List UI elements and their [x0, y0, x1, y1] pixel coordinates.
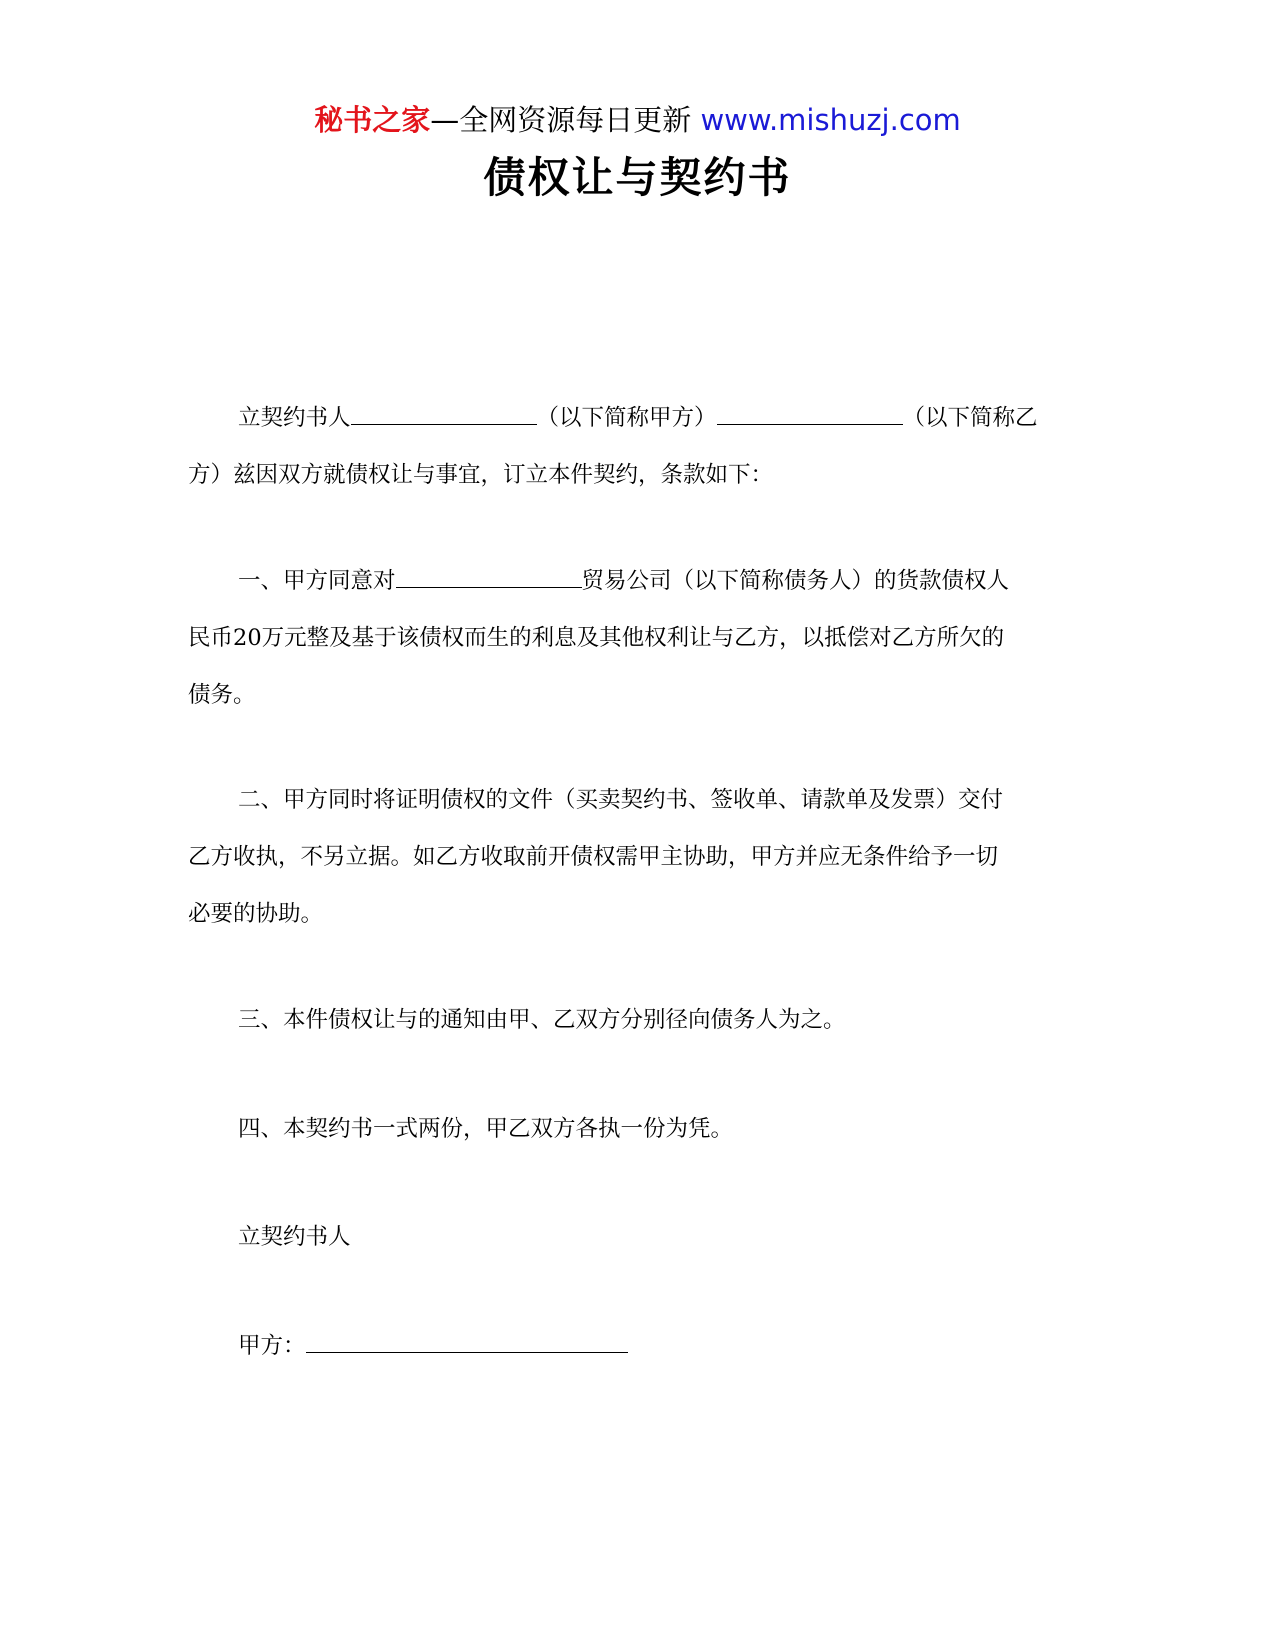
- party-a-signature-block: [188, 1318, 1088, 1375]
- intro-line-2: 方）兹因双方就债权让与事宜，订立本件契约，条款如下：: [188, 462, 774, 488]
- party-b-blank: [717, 400, 903, 425]
- signature-heading-block: [188, 1209, 1088, 1266]
- party-a-signature-blank: [306, 1328, 628, 1353]
- company-blank: [396, 563, 582, 588]
- site-url-link[interactable]: www.mishuzj.com: [700, 103, 961, 137]
- intro-line-1: [188, 390, 1088, 447]
- clause-3-line: 三、本件债权让与的通知由甲、乙双方分别径向债务人为之。: [238, 1007, 846, 1033]
- clause-2-line-2: 乙方收执，不另立据。如乙方收取前开债权需甲主协助，甲方并应无条件给予一切: [188, 844, 999, 870]
- document-title: 债权让与契约书: [483, 153, 792, 202]
- clause-2-line-3: 必要的协助。: [188, 901, 324, 927]
- site-banner: [0, 100, 1275, 140]
- brand-name: 秘书之家: [314, 103, 431, 137]
- clause-2-paragraph: [188, 772, 1088, 943]
- party-a-label: 甲方：: [238, 1333, 306, 1359]
- clause-1-line-3: 债务。: [188, 682, 256, 708]
- intro-paragraph: [188, 390, 1088, 504]
- clause-1-text-a: 一、甲方同意对: [238, 568, 396, 594]
- party-a-signature-line: [188, 1318, 1088, 1375]
- clause-4-line: 四、本契约书一式两份，甲乙双方各执一份为凭。: [238, 1116, 734, 1142]
- clause-3-paragraph: [188, 992, 1088, 1049]
- clause-1-text-b: 贸易公司（以下简称债务人）的货款债权人: [581, 568, 1010, 594]
- signature-heading: 立契约书人: [238, 1224, 351, 1250]
- banner-tagline: —全网资源每日更新: [430, 103, 701, 137]
- clause-2-line-1: 二、甲方同时将证明债权的文件（买卖契约书、签收单、请款单及发票）交付: [238, 787, 1004, 813]
- party-a-blank: [351, 400, 537, 425]
- intro-text-a: 立契约书人: [238, 405, 351, 431]
- clause-1-paragraph: [188, 553, 1088, 724]
- intro-text-b: （以下简称甲方）: [536, 405, 717, 431]
- clause-1-line-1: [188, 553, 1088, 610]
- intro-text-c: （以下简称乙: [902, 405, 1038, 431]
- clause-4-paragraph: [188, 1101, 1088, 1158]
- clause-1-line-2: 民币20万元整及基于该债权而生的利息及其他权利让与乙方，以抵偿对乙方所欠的: [188, 625, 1005, 651]
